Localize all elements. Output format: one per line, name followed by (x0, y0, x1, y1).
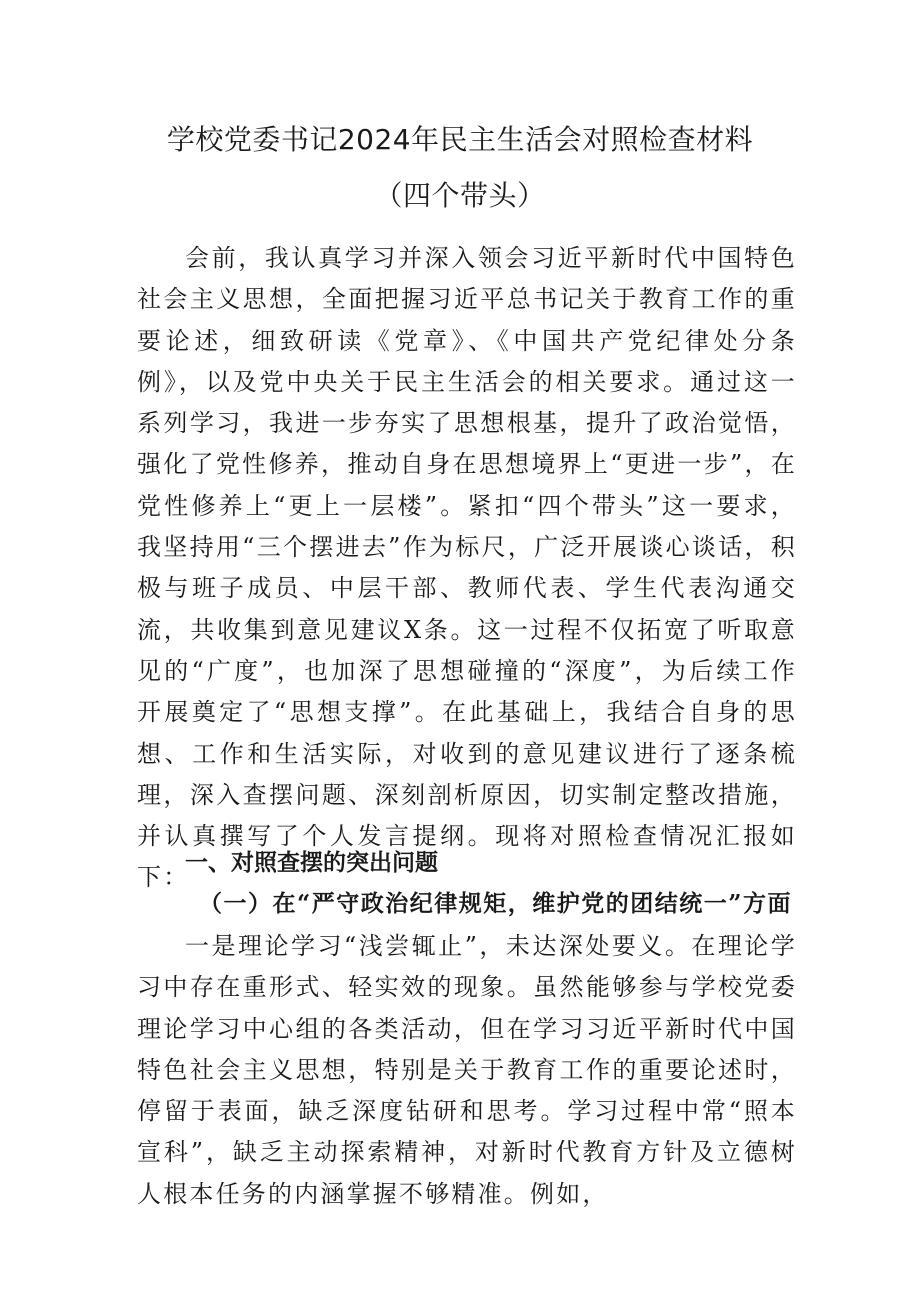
document-title: 学校党委书记2024年民主生活会对照检查材料（四个带头） (166, 123, 754, 212)
section-heading: 一、对照查摆的突出问题 (185, 850, 438, 876)
point-paragraph: 一是理论学习“浅尝辄止”，未达深处要义。在理论学习中存在重形式、轻实效的现象。虽然能够参与学校党委理论学习中心组的各类活动，但在学习习近平新时代中国特色社会主义思想，特别是关于教育工作的重要论述时，停留于表面，缺乏深度钻研和思考。学习过程中常“照本宣科”，缺乏主动探索精神，对新时代教育方针及立德树人根本任务的内涵掌握不够精准。例如， (137, 932, 797, 1208)
subsection-heading: （一）在“严守政治纪律规矩，维护党的团结统一”方面 (199, 890, 792, 917)
intro-paragraph: 会前，我认真学习并深入领会习近平新时代中国特色社会主义思想，全面把握习近平总书记关于教育工作的重要论述，细致研读《党章》、《中国共产党纪律处分条例》，以及党中央关于民主生活会的相关要求。通过这一系列学习，我进一步夯实了思想根基，提升了政治觉悟，强化了党性修养，推动自身在思想境界上“更进一步”，在党性修养上“更上一层楼”。紧扣“四个带头”这一要求，我坚持用“三个摆进去”作为标尺，广泛开展谈心谈话，积极与班子成员、中层干部、教师代表、学生代表沟通交流，共收集到意见建议X条。这一过程不仅拓宽了听取意见的“广度”，也加深了思想碰撞的“深度”，为后续工作开展奠定了“思想支撑”。在此基础上，我结合自身的思想、工作和生活实际，对收到的意见建议进行了逐条梳理，深入查摆问题、深刻剖析原因，切实制定整改措施，并认真撰写了个人发言提纲。现将对照检查情况汇报如下： (137, 244, 797, 892)
